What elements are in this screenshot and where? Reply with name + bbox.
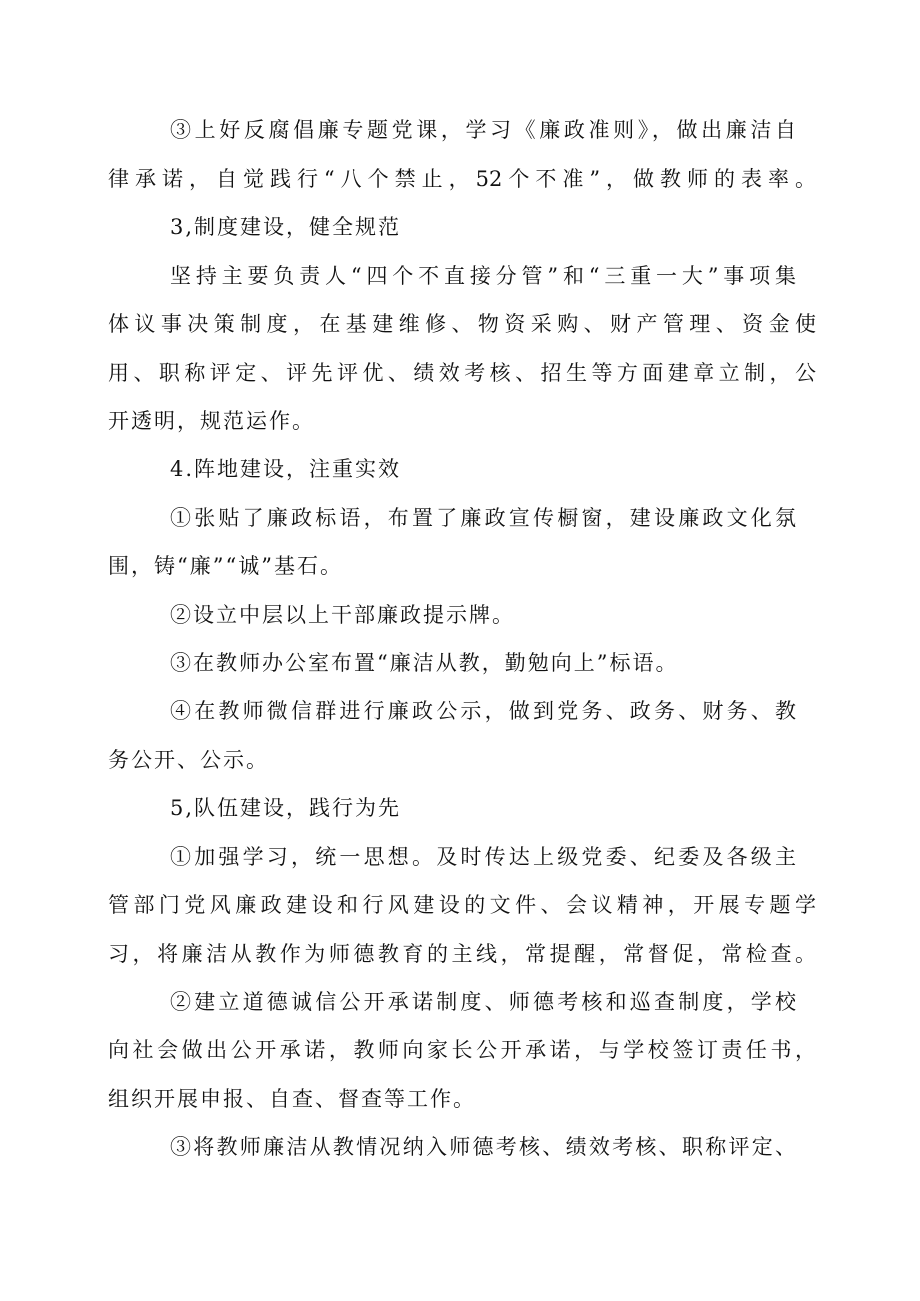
paragraph-line: 体议事决策制度，在基建维修、物资采购、财产管理、资金使 (108, 312, 816, 336)
paragraph-line: ④在教师微信群进行廉政公示，做到党务、政务、财务、教 (170, 699, 796, 723)
paragraph-line: 管部门党风廉政建设和行风建设的文件、会议精神，开展专题学 (108, 893, 816, 917)
paragraph-line: 向社会做出公开承诺，教师向家长公开承诺，与学校签订责任书， (108, 1038, 816, 1062)
section-heading: 5,队伍建设，践行为先 (170, 796, 402, 820)
section-heading: 3,制度建设，健全规范 (170, 215, 402, 239)
paragraph-line: ③将教师廉洁从教情况纳入师德考核、绩效考核、职称评定、 (170, 1135, 796, 1159)
paragraph-line: 坚持主要负责人“四个不直接分管”和“三重一大”事项集 (170, 264, 796, 288)
paragraph-line: ②建立道德诚信公开承诺制度、师德考核和巡查制度，学校 (170, 990, 796, 1014)
paragraph-line: 律承诺，自觉践行“八个禁止，52个不准”，做教师的表率。 (108, 167, 816, 191)
paragraph-line: 围，铸“廉”“诚”基石。 (108, 554, 343, 578)
paragraph-line: ③上好反腐倡廉专题党课，学习《廉政准则》，做出廉洁自 (170, 118, 796, 142)
paragraph-line: 开透明，规范运作。 (108, 409, 315, 433)
paragraph-line: 组织开展申报、自查、督查等工作。 (108, 1087, 476, 1111)
paragraph-line: 用、职称评定、评先评优、绩效考核、招生等方面建章立制，公 (108, 361, 816, 385)
section-heading: 4.阵地建设，注重实效 (170, 457, 402, 481)
paragraph-line: ③在教师办公室布置“廉洁从教，勤勉向上”标语。 (170, 651, 679, 675)
paragraph-line: ①张贴了廉政标语，布置了廉政宣传橱窗，建设廉政文化氛 (170, 506, 796, 530)
paragraph-line: ①加强学习，统一思想。及时传达上级党委、纪委及各级主 (170, 845, 796, 869)
paragraph-line: ②设立中层以上干部廉政提示牌。 (170, 603, 515, 627)
paragraph-line: 习，将廉洁从教作为师德教育的主线，常提醒，常督促，常检查。 (108, 942, 816, 966)
paragraph-line: 务公开、公示。 (108, 748, 269, 772)
